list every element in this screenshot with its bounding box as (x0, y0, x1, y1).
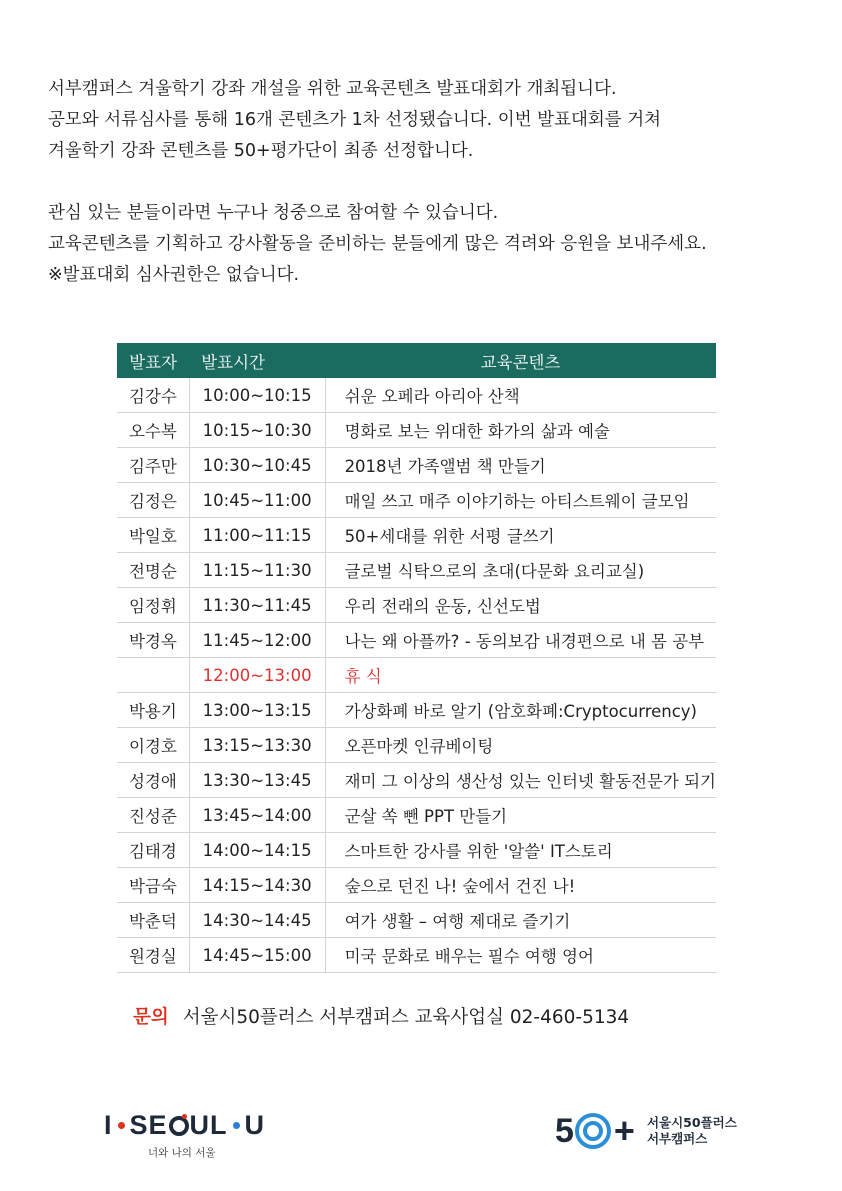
schedule-table (117, 343, 716, 973)
table-row (117, 693, 716, 728)
contact-label: 문의 (133, 1007, 169, 1028)
presenter-cell: 원경실 (117, 938, 189, 973)
contact-text: 서울시50플러스 서부캠퍼스 교육사업실 02-460-5134 (182, 1007, 630, 1028)
content-cell: 숲으로 던진 나! 숲에서 건진 나! (325, 868, 716, 903)
header-content: 교육콘텐츠 (325, 343, 716, 378)
time-cell: 14:30~14:45 (189, 903, 325, 938)
presenter-cell: 김태경 (117, 833, 189, 868)
intro-line: 교육콘텐츠를 기획하고 강사활동을 준비하는 분들에게 많은 격려와 응원을 보내주세요. (48, 234, 707, 254)
table-row (117, 658, 716, 693)
content-cell: 나는 왜 아플까? - 동의보감 내경편으로 내 몸 공부 (325, 623, 716, 658)
presenter-cell: 김주만 (117, 448, 189, 483)
intro-line: 관심 있는 분들이라면 누구나 청중으로 참여할 수 있습니다. (48, 203, 499, 223)
content-cell: 여가 생활 – 여행 제대로 즐기기 (325, 903, 716, 938)
table-row (117, 588, 716, 623)
logo-o-ring (169, 1116, 189, 1136)
table-row (117, 483, 716, 518)
logo-tagline: 너와 나의 서울 (148, 1147, 216, 1159)
time-cell: 14:15~14:30 (189, 868, 325, 903)
content-cell: 매일 쓰고 매주 이야기하는 아티스트웨이 글모임 (325, 483, 716, 518)
time-cell: 10:15~10:30 (189, 413, 325, 448)
table-row (117, 728, 716, 763)
logo-letter: U (244, 1110, 266, 1140)
time-cell: 11:45~12:00 (189, 623, 325, 658)
presenter-cell: 오수복 (117, 413, 189, 448)
time-cell: 13:30~13:45 (189, 763, 325, 798)
time-cell: 11:30~11:45 (189, 588, 325, 623)
intro-line: ※발표대회 심사권한은 없습니다. (48, 265, 300, 285)
content-cell: 명화로 보는 위대한 화가의 삶과 예술 (325, 413, 716, 448)
logo-letters: UL (189, 1110, 228, 1140)
contact-info (133, 1003, 629, 1029)
table-row (117, 798, 716, 833)
presenter-cell: 박금숙 (117, 868, 189, 903)
time-cell: 14:45~15:00 (189, 938, 325, 973)
intro-line: 서부캠퍼스 겨울학기 강좌 개설을 위한 교육콘텐츠 발표대회가 개최됩니다. (48, 79, 617, 99)
table-row (117, 448, 716, 483)
intro-text (48, 74, 808, 291)
logo-red-dot (118, 1122, 125, 1129)
time-cell: 13:00~13:15 (189, 693, 325, 728)
table-row (117, 413, 716, 448)
time-cell: 10:00~10:15 (189, 378, 325, 413)
presenter-cell: 박용기 (117, 693, 189, 728)
content-cell: 스마트한 강사를 위한 '알쓸' IT스토리 (325, 833, 716, 868)
logo-letters: SE (129, 1110, 168, 1140)
time-cell: 14:00~14:15 (189, 833, 325, 868)
table-header-row (117, 343, 716, 378)
presenter-cell: 김정은 (117, 483, 189, 518)
table-row (117, 833, 716, 868)
presenter-cell: 김강수 (117, 378, 189, 413)
presenter-cell: 박일호 (117, 518, 189, 553)
content-cell: 오픈마켓 인큐베이팅 (325, 728, 716, 763)
table-row (117, 763, 716, 798)
table-row (117, 518, 716, 553)
campus-line: 서부캠퍼스 (646, 1131, 708, 1146)
time-cell: 13:15~13:30 (189, 728, 325, 763)
content-cell: 가상화폐 바로 알기 (암호화폐:Cryptocurrency) (325, 693, 716, 728)
time-cell: 10:30~10:45 (189, 448, 325, 483)
logo-blue-dot (233, 1122, 240, 1129)
campus-name (647, 1115, 737, 1147)
logo-plus: + (613, 1110, 635, 1151)
content-cell: 우리 전래의 운동, 신선도법 (325, 588, 716, 623)
time-cell: 12:00~13:00 (189, 658, 325, 693)
i-seoul-u-logo (104, 1110, 265, 1160)
content-cell: 50+세대를 위한 서평 글쓰기 (325, 518, 716, 553)
table-row (117, 903, 716, 938)
logo-letter: I (104, 1110, 113, 1140)
table-row (117, 938, 716, 973)
content-cell: 쉬운 오페라 아리아 산책 (325, 378, 716, 413)
intro-line: 공모와 서류심사를 통해 16개 콘텐츠가 1차 선정됐습니다. 이번 발표대회를 거쳐 (48, 110, 662, 130)
target-ring-icon (574, 1112, 612, 1150)
content-cell: 휴 식 (325, 658, 716, 693)
presenter-cell: 전명순 (117, 553, 189, 588)
header-time: 발표시간 (189, 343, 325, 378)
content-cell: 미국 문화로 배우는 필수 여행 영어 (325, 938, 716, 973)
table-row (117, 868, 716, 903)
content-cell: 2018년 가족앨범 책 만들기 (325, 448, 716, 483)
presenter-cell: 박경옥 (117, 623, 189, 658)
time-cell: 13:45~14:00 (189, 798, 325, 833)
campus-line: 서울시50플러스 (646, 1115, 737, 1130)
content-cell: 재미 그 이상의 생산성 있는 인터넷 활동전문가 되기 (325, 763, 716, 798)
presenter-cell: 성경애 (117, 763, 189, 798)
time-cell: 11:15~11:30 (189, 553, 325, 588)
logo-digit: 5 (555, 1111, 574, 1150)
table-row (117, 623, 716, 658)
time-cell: 11:00~11:15 (189, 518, 325, 553)
time-cell: 10:45~11:00 (189, 483, 325, 518)
content-cell: 군살 쏙 뺀 PPT 만들기 (325, 798, 716, 833)
presenter-cell (117, 658, 189, 693)
content-cell: 글로벌 식탁으로의 초대(다문화 요리교실) (325, 553, 716, 588)
fifty-plus-logo (555, 1110, 737, 1152)
presenter-cell: 임정휘 (117, 588, 189, 623)
header-presenter: 발표자 (117, 343, 189, 378)
presenter-cell: 이경호 (117, 728, 189, 763)
table-row (117, 378, 716, 413)
presenter-cell: 박춘덕 (117, 903, 189, 938)
table-row (117, 553, 716, 588)
intro-line: 겨울학기 강좌 콘텐츠를 50+평가단이 최종 선정합니다. (48, 141, 474, 161)
presenter-cell: 진성준 (117, 798, 189, 833)
